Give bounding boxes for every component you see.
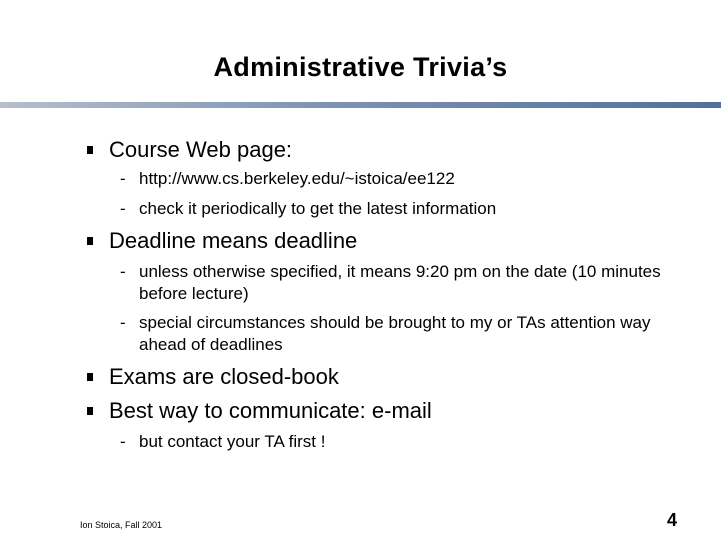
bullet-text: Deadline means deadline [109, 228, 358, 253]
sub-bullet-text: check it periodically to get the latest information [139, 199, 497, 218]
sub-bullet-text: unless otherwise specified, it means 9:20 pm on the date (10 minutes before lecture) [139, 262, 661, 303]
dash-bullet: - [120, 199, 126, 218]
footer-credit: Ion Stoica, Fall 2001 [80, 520, 163, 530]
bullet-text: Best way to communicate: e-mail [109, 398, 432, 423]
square-bullet-icon [87, 373, 93, 381]
page-number: 4 [666, 510, 677, 530]
dash-bullet: - [120, 313, 126, 332]
title-divider [0, 102, 721, 108]
bullet-item [0, 396, 721, 426]
sub-bullet-text: special circumstances should be brought to my or TAs attention way ahead of deadlines [139, 313, 651, 354]
bullet-item [0, 135, 721, 165]
dash-bullet: - [120, 262, 126, 281]
dash-bullet: - [120, 432, 126, 451]
square-bullet-icon [87, 407, 93, 415]
dash-bullet: - [120, 169, 126, 188]
bullet-text: Exams are closed-book [109, 364, 339, 389]
square-bullet-icon [87, 146, 93, 154]
course-url-text: http://www.cs.berkeley.edu/~istoica/ee122 [139, 169, 455, 188]
slide-title: Administrative Trivia’s [213, 52, 508, 82]
bullet-item [0, 226, 721, 256]
bullet-item [0, 362, 721, 392]
sub-bullet-text: but contact your TA first ! [139, 432, 326, 451]
bullet-text: Course Web page: [109, 137, 293, 162]
square-bullet-icon [87, 237, 93, 245]
